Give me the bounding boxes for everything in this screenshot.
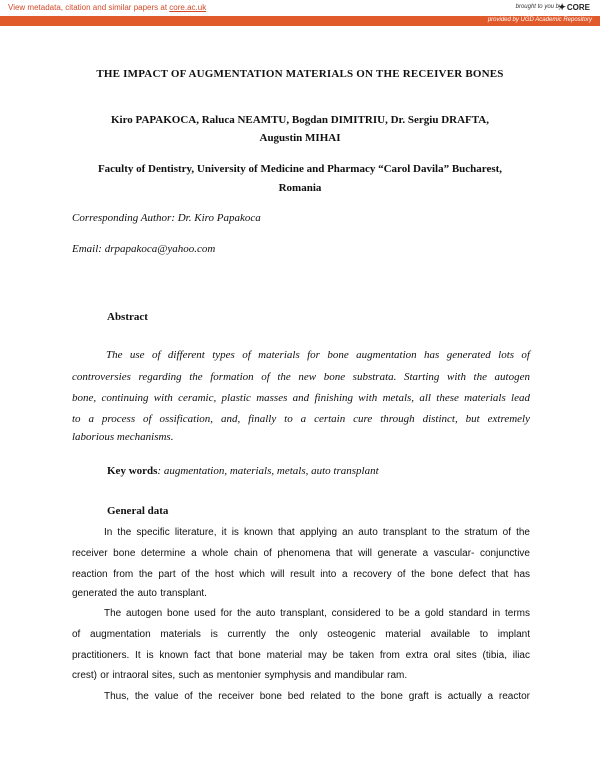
core-logo-text: CORE [566, 3, 590, 12]
body-line: generated the auto transplant. [72, 588, 207, 599]
author-email: Email: drpapakoca@yahoo.com [72, 243, 216, 255]
keywords-text: : augmentation, materials, metals, auto transplant [157, 465, 379, 477]
brought-to-you-text: brought to you by [515, 4, 562, 10]
abstract-line: to a process of ossification, and, finally to a certain cure through distinct, but extremely [72, 413, 530, 425]
body-line: reaction from the part of the host which will result into a recovery of the bone defect that has [72, 569, 530, 580]
abstract-heading: Abstract [107, 311, 148, 323]
keywords [107, 465, 379, 477]
body-line: The autogen bone used for the auto transplant, considered to be a gold standard in terms [104, 608, 530, 619]
core-logo-icon: ✦ [558, 2, 566, 12]
core-provided-bar [0, 16, 600, 26]
abstract-line: bone, continuing with ceramic, plastic masses and finishing with metals, all these materials lead [72, 392, 530, 404]
abstract-line: controversies regarding the formation of the new bone substrata. Starting with the autogen [72, 371, 530, 383]
body-line: of augmentation materials is currently the only osteogenic material available to implant [72, 629, 530, 640]
core-logo[interactable] [558, 2, 590, 13]
authors-line-2: Augustin MIHAI [259, 132, 341, 144]
keywords-label: Key words [107, 465, 158, 477]
body-line: practitioners. It is known fact that bone material may be taken from extra oral sites (tibia, iliac [72, 650, 530, 661]
paper-title: THE IMPACT OF AUGMENTATION MATERIALS ON THE RECEIVER BONES [96, 68, 504, 80]
core-top-banner [0, 0, 600, 16]
body-line: crest) or intraoral sites, such as mentonier symphysis and mandibular ram. [72, 670, 408, 681]
abstract-line: The use of different types of materials for bone augmentation has generated lots of [106, 349, 530, 361]
core-metadata-text [8, 3, 206, 12]
body-line: receiver bone determine a whole chain of phenomena that will generate a vascular- conjunctive [72, 548, 530, 559]
general-data-heading: General data [107, 505, 169, 517]
core-provided-text: provided by UGD Academic Repository [487, 17, 592, 23]
body-line: In the specific literature, it is known that applying an auto transplant to the stratum of the [104, 527, 530, 538]
corresponding-author: Corresponding Author: Dr. Kiro Papakoca [72, 212, 261, 224]
body-line: Thus, the value of the receiver bone bed related to the bone graft is actually a reactor [104, 691, 530, 702]
core-link[interactable]: core.ac.uk [169, 3, 207, 12]
affiliation-line-2: Romania [278, 182, 322, 194]
affiliation-line-1: Faculty of Dentistry, University of Medicine and Pharmacy “Carol Davila” Bucharest, [97, 163, 503, 175]
abstract-line: laborious mechanisms. [72, 431, 174, 443]
core-link-prefix: View metadata, citation and similar papers at [8, 3, 170, 12]
authors-line-1: Kiro PAPAKOCA, Raluca NEAMTU, Bogdan DIMITRIU, Dr. Sergiu DRAFTA, [111, 114, 489, 126]
